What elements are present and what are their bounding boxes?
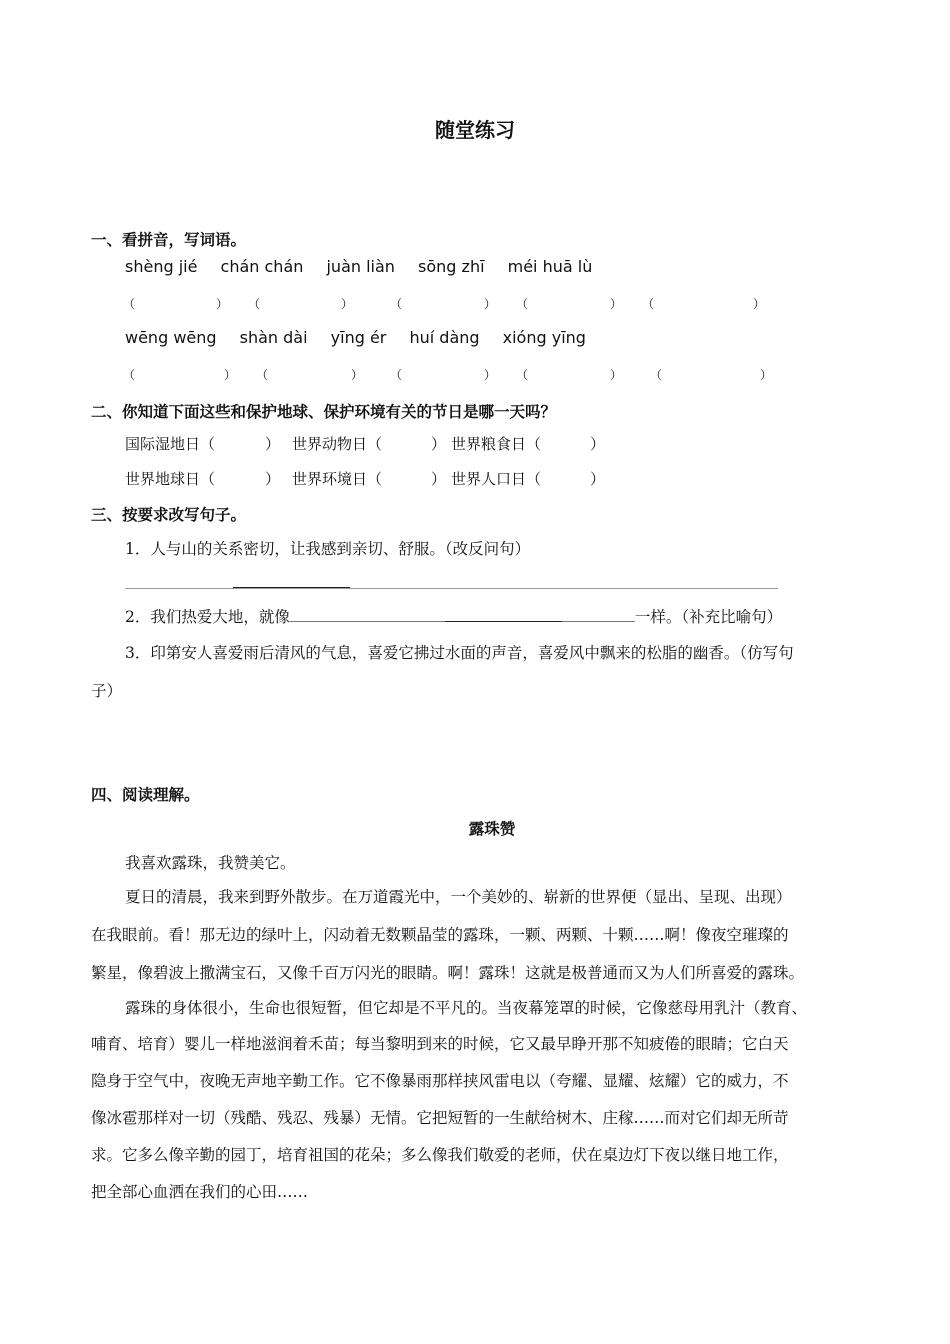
question-3-line-1: 3．印第安人喜爱雨后清风的气息，喜爱它拂过水面的声音，喜爱风中飘来的松脂的幽香。（仿写句: [125, 644, 794, 662]
section-2-heading: 二、你知道下面这些和保护地球、保护环境有关的节日是哪一天吗？: [91, 402, 557, 421]
passage-line: 露珠的身体很小，生命也很短暂，但它却是不平凡的。当夜幕笼罩的时候，它像慈母用乳汁（教育、: [125, 999, 808, 1017]
answer-paren-close: ）: [341, 297, 354, 311]
page-title: 随堂练习: [435, 118, 515, 142]
answer-paren-open: （: [123, 297, 136, 311]
festival-label: 世界动物日（: [292, 435, 383, 453]
festival-label: 世界粮食日（: [451, 435, 542, 453]
question-1: 1．人与山的关系密切，让我感到亲切、舒服。（改反问句）: [125, 540, 531, 558]
question-2: [125, 605, 782, 627]
question-2-end: 一样。（补充比喻句）: [634, 608, 783, 626]
pinyin-word: chán chán: [220, 257, 304, 276]
answer-paren-open: （: [248, 297, 261, 311]
question-2-start: 2．我们热爱大地，就像: [125, 608, 290, 626]
answer-paren-open: （: [516, 368, 529, 382]
section-1-heading: 一、看拼音，写词语。: [91, 230, 247, 249]
passage-title: 露珠赞: [468, 819, 516, 838]
answer-paren-open: （: [390, 368, 403, 382]
festival-label: 世界地球日（: [125, 470, 216, 488]
passage-line: 隐身于空气中，夜晚无声地辛勤工作。它不像暴雨那样挟风雷电以（夸耀、显耀、炫耀）它的威力，不: [91, 1072, 789, 1090]
festival-paren-close: ）: [265, 435, 281, 453]
section-3-heading: 三、按要求改写句子。: [91, 505, 247, 524]
answer-paren-close: ）: [753, 297, 766, 311]
festival-label: 国际湿地日（: [125, 435, 216, 453]
answer-paren-close: ）: [610, 368, 623, 382]
festival-paren-close: ）: [590, 435, 606, 453]
passage-line: 求。它多么像辛勤的园丁，培育祖国的花朵；多么像我们敬爱的老师，伏在桌边灯下夜以继日地工作，: [91, 1146, 789, 1164]
pinyin-word: wēng wēng: [125, 328, 217, 347]
pinyin-word: juàn liàn: [326, 257, 395, 276]
passage-line: 繁星，像碧波上撒满宝石，又像千百万闪光的眼睛。啊！露珠！这就是极普通而又为人们所喜爱的露珠。: [91, 964, 805, 982]
answer-paren-open: （: [516, 297, 529, 311]
answer-paren-close: ）: [610, 297, 623, 311]
pinyin-word: huí dàng: [409, 328, 480, 347]
pinyin-word: yīng ér: [330, 328, 387, 347]
pinyin-row-1: [125, 257, 610, 276]
answer-paren-close: ）: [216, 297, 229, 311]
answer-paren-close: ）: [760, 368, 773, 382]
answer-paren-open: （: [256, 368, 269, 382]
pinyin-word: shèng jié: [125, 257, 198, 276]
festival-paren-close: ）: [590, 470, 606, 488]
festival-label: 世界人口日（: [451, 470, 542, 488]
pinyin-word: shàn dài: [239, 328, 308, 347]
section-4-heading: 四、阅读理解。: [91, 785, 200, 804]
question-3-line-2: 子）: [91, 682, 123, 700]
blank-underline: [290, 607, 635, 622]
pinyin-word: sōng zhī: [418, 257, 485, 276]
answer-paren-close: ）: [484, 368, 497, 382]
answer-paren-close: ）: [351, 368, 364, 382]
passage-line: 我喜欢露珠，我赞美它。: [125, 854, 296, 872]
pinyin-row-2: [125, 328, 604, 347]
festival-paren-close: ）: [431, 435, 447, 453]
festival-label: 世界环境日（: [292, 470, 383, 488]
answer-paren-close: ）: [224, 368, 237, 382]
answer-paren-open: （: [390, 297, 403, 311]
passage-line: 夏日的清晨，我来到野外散步。在万道霞光中，一个美妙的、崭新的世界便（显出、呈现、出现）: [125, 888, 792, 906]
pinyin-word: méi huā lù: [507, 257, 593, 276]
answer-paren-open: （: [123, 368, 136, 382]
answer-paren-close: ）: [484, 297, 497, 311]
passage-line: 在我眼前。看！那无边的绿叶上，闪动着无数颗晶莹的露珠，一颗、两颗、十颗……啊！像夜空璀璨的: [91, 926, 789, 944]
answer-paren-open: （: [650, 368, 663, 382]
passage-line: 像冰雹那样对一切（残酷、残忍、残暴）无情。它把短暂的一生献给树木、庄稼……而对它们却无所苛: [91, 1109, 789, 1127]
passage-line: 把全部心血洒在我们的心田……: [91, 1183, 309, 1201]
answer-line-segment: [233, 587, 350, 588]
festival-paren-close: ）: [431, 470, 447, 488]
pinyin-word: xióng yīng: [502, 328, 586, 347]
festival-paren-close: ）: [265, 470, 281, 488]
passage-line: 哺育、培育）婴儿一样地滋润着禾苗；每当黎明到来的时候，它又最早睁开那不知疲倦的眼睛；它白天: [91, 1035, 789, 1053]
answer-line: [125, 588, 778, 589]
answer-paren-open: （: [642, 297, 655, 311]
